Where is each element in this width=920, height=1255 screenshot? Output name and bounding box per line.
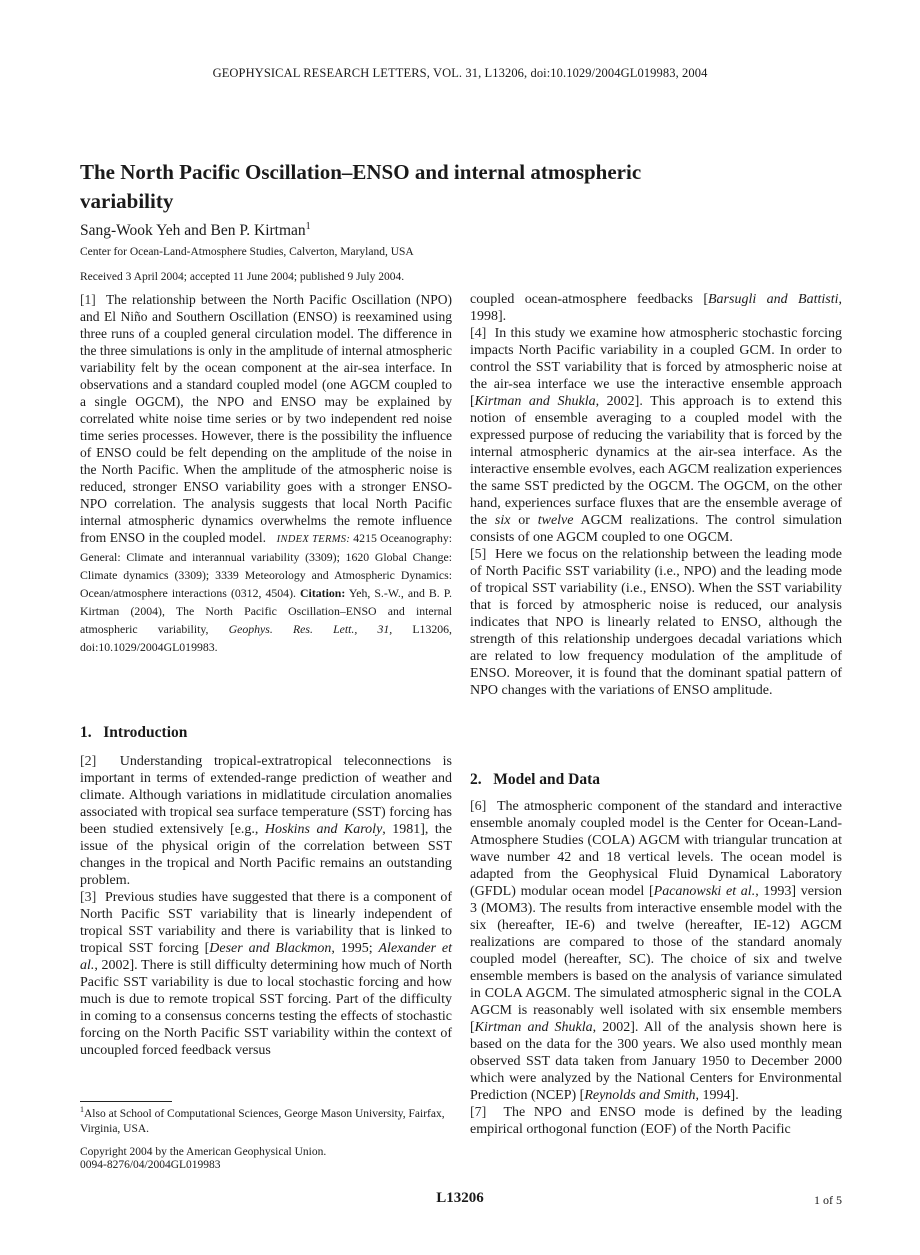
intro-body: [80, 753, 452, 1059]
section-model-and-data: [470, 771, 842, 1138]
p4-text-cont: , 2002]. This approach is to extend this notion of ensemble averaging to a coupled model with the expressed purpose of reducing the variability that is forced by the internal atmospheric dynamics at the air-sea interface. As the interactive ensemble evolves, each AGCM realization experiences the same SST predicted by the OGCM. The OGCM, on the other hand, experiences surface fluxes that are the ensemble average of the: [470, 394, 843, 528]
paragraph-number: [5]: [470, 547, 487, 562]
p6-text-cont2: , 2002]. All of the analysis shown here is based on the data for the 300 years. We also used monthly mean observed SST data taken from January 1950 to December 2000 which were analyzed by the National Centers for Environmental Prediction (NCEP) [: [470, 1020, 843, 1103]
continued-text: coupled ocean-atmosphere feedbacks [: [470, 292, 708, 307]
intro-p3-text-cont: , 1995;: [331, 941, 379, 956]
intro-p2-text: Understanding tropical-extratropical teleconnections is important in terms of extended-range prediction of weather and climate. Although variations in midlatitude circulation anomalies associated with tropical sea surface temperature (SST) forcing has been studied extensively [e.g.,: [80, 754, 452, 837]
section-heading-model-data: 2. Model and Data: [470, 771, 601, 788]
p6-text-cont: , 1993] version 3 (MOM3). The results from interactive ensemble model with the six (hereafter, IE-6) and twelve (hereafter, IE-12) AGCM realizations are compared to those of the standard anomaly coupled model (hereafter, SC). The choice of six and twelve ensemble members is based on the analysis of variance simulated in COLA AGCM. The simulated atmospheric signal in the COLA AGCM is reasonably well isolated with six ensemble members [: [470, 884, 842, 1035]
authors: [80, 221, 311, 240]
page-number: 1 of 5: [814, 1193, 842, 1207]
reference: Kirtman and Shukla: [474, 394, 596, 409]
abstract-text: The relationship between the North Pacific Oscillation (NPO) and El Niño and Southern Oscillation (ENSO) is reexamined using three runs of a coupled general circulation model. The difference in the three simulations is only in the amplitude of internal atmospheric variability felt by the ocean component at the air-sea interface. In observations and a standard coupled model (one AGCM coupled to a single OGCM), the NPO and ENSO may be explained by correlated white noise time series or by two independent red noise time series processes. However, there is the possibility the influence of ENSO could be felt depending on the amplitude of the noise in the North Pacific. When the amplitude of the atmospheric noise is reduced, stronger ENSO variability goes with a stronger ENSO-NPO correlation. The analysis suggests that local North Pacific internal atmospheric dynamics overwhelms the remote influence from ENSO in the coupled model.: [80, 292, 452, 545]
p4-text-or: or: [510, 513, 538, 528]
reference: Hoskins and Karoly: [264, 822, 383, 837]
p6-text-end: , 1994].: [695, 1088, 739, 1103]
model-data-body: [470, 798, 842, 1138]
footnote-mark: 1: [80, 1105, 84, 1114]
reference: Barsugli and Battisti: [708, 292, 839, 307]
copyright: [80, 1146, 452, 1172]
reference: Alexander et al.: [80, 941, 452, 973]
paragraph-number: [6]: [470, 799, 487, 814]
issn-line: 0094-8276/04/2004GL019983: [80, 1159, 221, 1171]
footnote-text: Also at School of Computational Sciences, George Mason University, Fairfax, Virginia, USA.: [80, 1107, 445, 1135]
running-header: GEOPHYSICAL RESEARCH LETTERS, VOL. 31, L13206, doi:10.1029/2004GL019983, 2004: [212, 66, 708, 80]
paragraph-number: [1]: [80, 292, 96, 307]
continued-text-end: , 1998].: [470, 292, 842, 324]
section-heading-introduction: 1. Introduction: [80, 724, 188, 741]
p4-text-end: AGCM realizations. The control simulation consists of one AGCM coupled to one OGCM.: [470, 513, 842, 545]
section-introduction: [80, 724, 452, 1059]
citation-tail: L13206, doi:10.1029/2004GL019983.: [80, 622, 452, 654]
reference: Reynolds and Smith: [584, 1088, 696, 1103]
right-column-upper: [470, 291, 842, 699]
copyright-line: Copyright 2004 by the American Geophysical Union.: [80, 1146, 327, 1158]
received-dates: Received 3 April 2004; accepted 11 June 2004; published 9 July 2004.: [80, 271, 405, 283]
p4-text: In this study we examine how atmospheric stochastic forcing impacts North Pacific variability in a coupled GCM. In order to control the SST variability that is forced by atmospheric noise at the air-sea interface we use the interactive ensemble approach [: [470, 326, 843, 409]
emphasis: six: [494, 513, 511, 528]
p5-text: Here we focus on the relationship between the leading mode of North Pacific SST variability (i.e., NPO) and the leading mode of tropical SST variability (i.e., ENSO). When the SST variability that is forced by atmospheric noise is reduced, our analysis indicates that NPO is linearly related to ENSO, although the strength of this relationship undergoes decadal variations which are related to low frequency modulation of the amplitude of ENSO. Moreover, it is found that the dominant spatial pattern of NPO changes with the variations of ENSO amplitude.: [470, 547, 843, 698]
intro-p3-text: Previous studies have suggested that there is a component of North Pacific SST variability that is linearly independent of tropical SST variability and there is variability that is linked to tropical SST forcing [: [80, 890, 452, 956]
paragraph-number: [3]: [80, 890, 97, 905]
intro-p3-text-end: , 2002]. There is still difficulty determining how much of North Pacific SST variability is due to local stochastic forcing and how much is due to remote tropical SST forcing. Part of the difficulty in coming to a consensus concerns testing the effects of stochastic forcing on the North Pacific SST variability within the context of uncoupled forced feedback versus: [80, 958, 452, 1058]
citation-journal: Geophys. Res. Lett., 31,: [228, 622, 393, 636]
p7-text: The NPO and ENSO mode is defined by the leading empirical orthogonal function (EOF) of the North Pacific: [470, 1105, 843, 1137]
affiliation: Center for Ocean-Land-Atmosphere Studies, Calverton, Maryland, USA: [80, 246, 414, 258]
citation-text: Yeh, S.-W., and B. P. Kirtman (2004), The North Pacific Oscillation–ENSO and internal atmospheric variability,: [80, 586, 453, 636]
reference: Deser and Blackmon: [209, 941, 332, 956]
abstract: [80, 291, 452, 656]
paragraph-number: [7]: [470, 1105, 487, 1120]
emphasis: twelve: [537, 513, 574, 528]
paragraph-number: [4]: [470, 326, 487, 341]
article-title: The North Pacific Oscillation–ENSO and internal atmospheric variability: [80, 160, 642, 213]
reference: Pacanowski et al.: [653, 884, 756, 899]
author-footnote-mark: 1: [305, 221, 311, 232]
intro-p2-text-cont: , 1981], the issue of the physical origin of the correlation between SST changes in the tropical and North Pacific remains an outstanding problem.: [80, 822, 452, 888]
author-names: Sang-Wook Yeh and Ben P. Kirtman: [80, 222, 306, 240]
p6-text: The atmospheric component of the standard and interactive ensemble anomaly coupled model is the Center for Ocean-Land-Atmosphere Studies (COLA) AGCM with triangular truncation at wave number 42 and 18 vertical levels. The ocean model is adapted from the Geophysical Fluid Dynamical Laboratory (GFDL) modular ocean model [: [470, 799, 842, 899]
paragraph-number: [2]: [80, 754, 97, 769]
index-terms: 4215 Oceanography: General: Climate and interannual variability (3309); 1620 Global Change: Climate dynamics (3309); 3339 Meteorology and Atmospheric Dynamics: Ocean/atmosphere interactions (0312, 4504).: [80, 531, 453, 600]
article-id: L13206: [436, 1190, 484, 1206]
citation-label: Citation:: [300, 586, 346, 600]
index-terms-label: INDEX TERMS:: [276, 534, 351, 545]
footnote: [80, 1102, 452, 1137]
reference: Kirtman and Shukla: [474, 1020, 593, 1035]
